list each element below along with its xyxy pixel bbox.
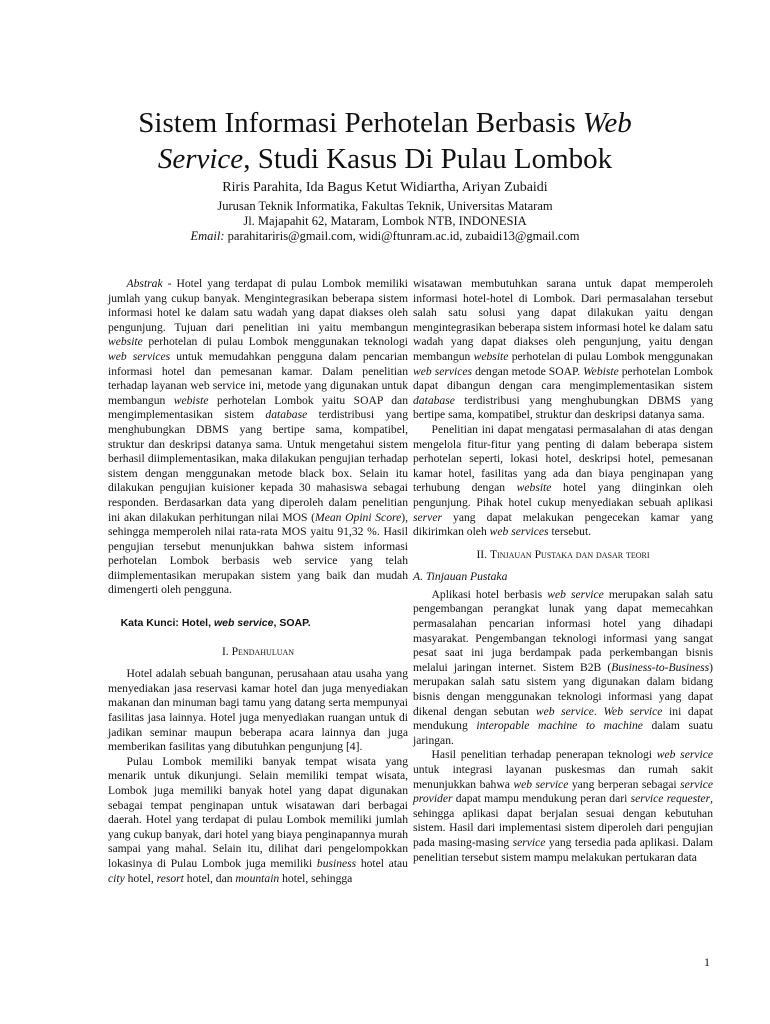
abstract-paragraph: Abstrak - Hotel yang terdapat di pulau Lombok memiliki jumlah yang cukup banyak. Mengintegrasikan beberapa sistem informasi hotel ke dalam satu wadah yang dapat diakses oleh pengunjung. Tujuan dari penelitian ini yaitu membangun website perhotelan di pulau Lombok menggunakan teknologi web services untuk memudahkan pengguna dalam pencarian informasi hotel dan pemesanan kamar. Dalam penelitian terhadap layanan web service ini, metode yang digunakan untuk membangun webiste perhotelan Lombok yaitu SOAP dan mengimplementasikan sistem database terdistribusi yang menghubungkan DBMS yang bertipe sama, kompatibel, struktur dan deskripsi datanya sama. Untuk mengetahui sistem berhasil diimplementasikan, maka dilakukan pengujian terhadap sistem dengan menggunakan metode black box. Selain itu dilakukan pengujian kuisioner kepada 30 mahasiswa sebagai responden. Berdasarkan data yang diperoleh dalam penelitian ini akan dilakukan perhitungan nilai MOS (Mean Opini Score), sehingga memperoleh nilai rata-rata MOS yaitu 91,32 %. Hasil pengujian tersebut menunjukkan bahwa sistem informasi perhotelan Lombok berbasis web service yang telah diimplementasikan merupakan sistem yang baik dan mudah dimengerti oleh pengguna.: [108, 277, 409, 597]
email-label: Email:: [190, 229, 225, 243]
email-addresses: parahitariris@gmail.com, widi@ftunram.ac.id, zubaidi13@gmail.com: [224, 229, 580, 243]
keywords: Kata Kunci: Hotel, web service, SOAP.: [120, 617, 311, 630]
left-column: [108, 277, 408, 886]
page-number: 1: [704, 955, 710, 969]
affiliation-emails: [60, 229, 710, 244]
paper-title: Sistem Informasi Perhotelan Berbasis Web Service, Studi Kasus Di Pulau Lombok: [138, 107, 632, 175]
subsection-heading: A. Tinjauan Pustaka: [413, 570, 508, 584]
literature-paragraph-2: Hasil penelitian terhadap penerapan teknologi web service untuk integrasi layanan puskesmas dan rumah sakit menunjukkan bahwa web service yang berperan sebagai service provider dapat mampu mendukung peran dari service requester, sehingga aplikasi dapat berjalan sesuai dengan kebutuhan sistem. Hasil dari implementasi sistem diperoleh dari pengujian pada masing-masing service yang tersedia pada aplikasi. Dalam penelitian tersebut sistem mampu melakukan pertukaran data: [413, 748, 714, 864]
section-heading-introduction: I. Pendahuluan: [221, 644, 295, 658]
author-list: Riris Parahita, Ida Bagus Ketut Widiartha, Ariyan Zubaidi: [222, 180, 548, 195]
right-column: [413, 277, 713, 865]
section-heading-literature: II. Tinjauan Pustaka dan dasar teori: [476, 547, 650, 561]
intro-paragraph-4: Penelitian ini dapat mengatasi permasalahan di atas dengan mengelola fitur-fitur yang penting di dalam beberapa sistem perhotelan seperti, lokasi hotel, deskripsi hotel, pemesanan kamar hotel, fasilitas yang ada dan biaya penginapan yang terhubung dengan website hotel yang diinginkan oleh pengunjung. Pihak hotel cukup menyediakan sebuah aplikasi server yang dapat melakukan pengecekan kamar yang dikirimkan oleh web services tersebut.: [413, 422, 713, 539]
affiliation-department: Jurusan Teknik Informatika, Fakultas Teknik, Universitas Mataram: [217, 199, 553, 213]
intro-paragraph-2: Pulau Lombok memiliki banyak tempat wisata yang menarik untuk dikunjungi. Selain memiliki tempat wisata, Lombok juga memiliki banyak hotel yang dapat digunakan sebagai tempat penginapan untuk wisatawan dari berbagai daerah. Hotel yang terdapat di pulau Lombok memiliki jumlah yang cukup banyak, dari hotel yang biaya penginapannya murah sampai yang mahal. Selain itu, dilihat dari pengelompokkan lokasinya di Pulau Lombok juga memiliki business hotel atau city hotel, resort hotel, dan mountain hotel, sehingga: [108, 754, 408, 885]
literature-paragraph-1: Aplikasi hotel berbasis web service merupakan salah satu pengembangan perangkat lunak yang dapat memecahkan permasalahan pencarian informasi hotel yang dihadapi masyarakat. Pengembangan teknologi informasi yang sangat pesat saat ini juga berdampak pada perkembangan bisnis melalui jaringan internet. Sistem B2B (Business-to-Business) merupakan salah satu sistem yang digunakan dalam bidang bisnis dengan menggunakan teknologi informasi yang dapat dikenal dengan sebutan web service. Web service ini dapat mendukung interopable machine to machine dalam suatu jaringan.: [413, 587, 714, 747]
intro-paragraph-1: Hotel adalah sebuah bangunan, perusahaan atau usaha yang menyediakan jasa reservasi kamar hotel dan juga menyediakan makanan dan minuman bagi tamu yang datang serta mempunyai fasilitas jasa lainnya. Hotel juga menyediakan ruangan untuk di jadikan seminar maupun beberapa acara lainnya dan juga memberikan fasilitas yang dibutuhkan pengunjung [4].: [108, 667, 408, 754]
intro-paragraph-3: wisatawan membutuhkan sarana untuk dapat memperoleh informasi hotel-hotel di Lombok. Dari permasalahan tersebut salah satu solusi yang dapat dilakukan yaitu dengan mengintegrasikan beberapa sistem informasi hotel ke dalam satu wadah yang dapat diakses oleh pengunjung, yaitu dengan membangun website perhotelan di pulau Lombok menggunakan web services dengan metode SOAP. Webiste perhotelan Lombok dapat dibangun dengan cara mengimplementasikan sistem database terdistribusi yang menghubungkan DBMS yang bertipe sama, kompatibel, struktur dan deskripsi datanya sama.: [413, 277, 714, 422]
affiliation-address: Jl. Majapahit 62, Mataram, Lombok NTB, INDONESIA: [243, 214, 527, 228]
